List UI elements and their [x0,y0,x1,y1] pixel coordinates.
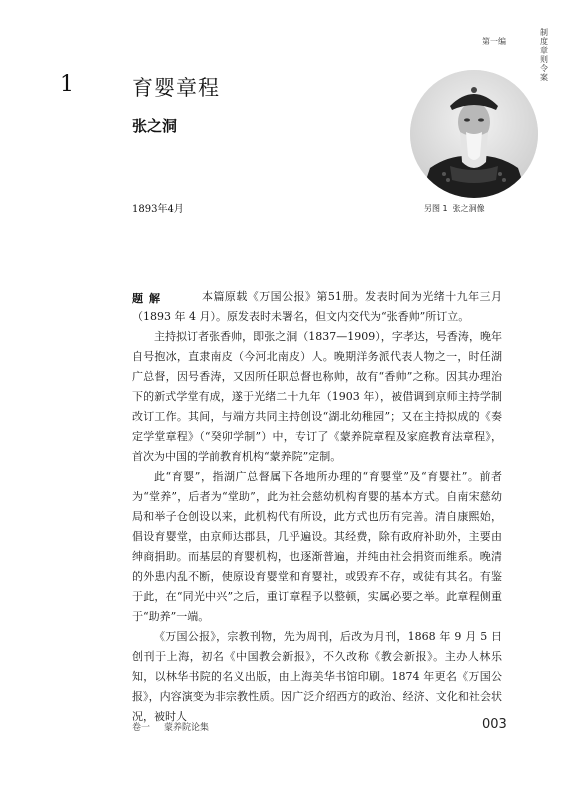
page-number: 003 [482,717,507,732]
chapter-title: 育婴章程 [132,76,220,100]
portrait-image [410,70,538,198]
running-head: 第一编 [482,37,506,46]
synopsis-body [132,287,502,727]
synopsis-paragraph: 《万国公报》，宗教刊物，先为周刊，后改为月刊，1868 年 9 月 5 日创刊于上海，初名《中国教会新报》，不久改称《教会新报》。主办人林乐知，以林华书院的名义出版，由上海美华书馆印刷。1874 年更名《万国公报》，内容演变为非宗教性质。因广泛介绍西方的政治、经济、文化和社会状况，被时人 [132,630,502,723]
synopsis-paragraph: 本篇原载《万国公报》第51册。发表时间为光绪十九年三月（1893 年 4 月）。原发表时未署名，但文内交代为“张香帅”所订立。 [132,290,502,323]
figure-caption [424,203,490,214]
footer-book-title: 蒙养院论集 [164,723,210,733]
figure-label: 另图 1 [424,204,448,213]
portrait-drawing [410,70,538,198]
synopsis-label: 题解 [132,292,166,305]
running-head-section: 制度章则令案 [540,28,548,82]
synopsis-paragraph: 此“育婴”，指湖广总督属下各地所办理的“育婴堂”及“育婴社”。前者为“堂养”，后者为“堂助”，此为社会慈幼机构育婴的基本方式。自南宋慈幼局和举子仓创设以来，此机构代有所设，此方式也历有完善。清自康熙始，倡设育婴堂，由京师达郡县，几乎遍设。其经费，除有政府补助外，主要由绅商捐助。而基层的育婴机构，也逐渐普遍，并纯由社会捐资而维系。晚清的外患内乱不断，使原设育婴堂和育婴社，或毁弃不存，或徒有其名。有鉴于此，在“同光中兴”之后，重订章程予以整顿，实属必要之举。此章程侧重于“助养”一端。 [132,470,502,623]
footer-volume: 卷一 [132,723,151,733]
chapter-number: 1 [60,72,74,97]
chapter-author: 张之洞 [132,117,178,135]
footer-running-title [132,720,223,733]
synopsis-paragraph: 主持拟订者张香帅，即张之洞（1837—1909），字孝达，号香涛，晚年自号抱冰，直隶南皮（今河北南皮）人。晚期洋务派代表人物之一，时任湖广总督，因号香涛，又因所任职总督也称帅，故有“香帅”之称。因其办理治下的新式学堂有成，遂于光绪二十九年（1903 年），被借调到京师主持学制改订工作。其间，与端方共同主持创设“湖北幼稚园”；又在主持拟成的《奏定学堂章程》（“癸卯学制”）中，专订了《蒙养院章程及家庭教育法章程》，首次为中国的学前教育机构“蒙养院”定制。 [132,330,502,463]
chapter-date: 1893年4月 [132,204,184,215]
figure-caption-text: 张之洞像 [452,204,485,213]
